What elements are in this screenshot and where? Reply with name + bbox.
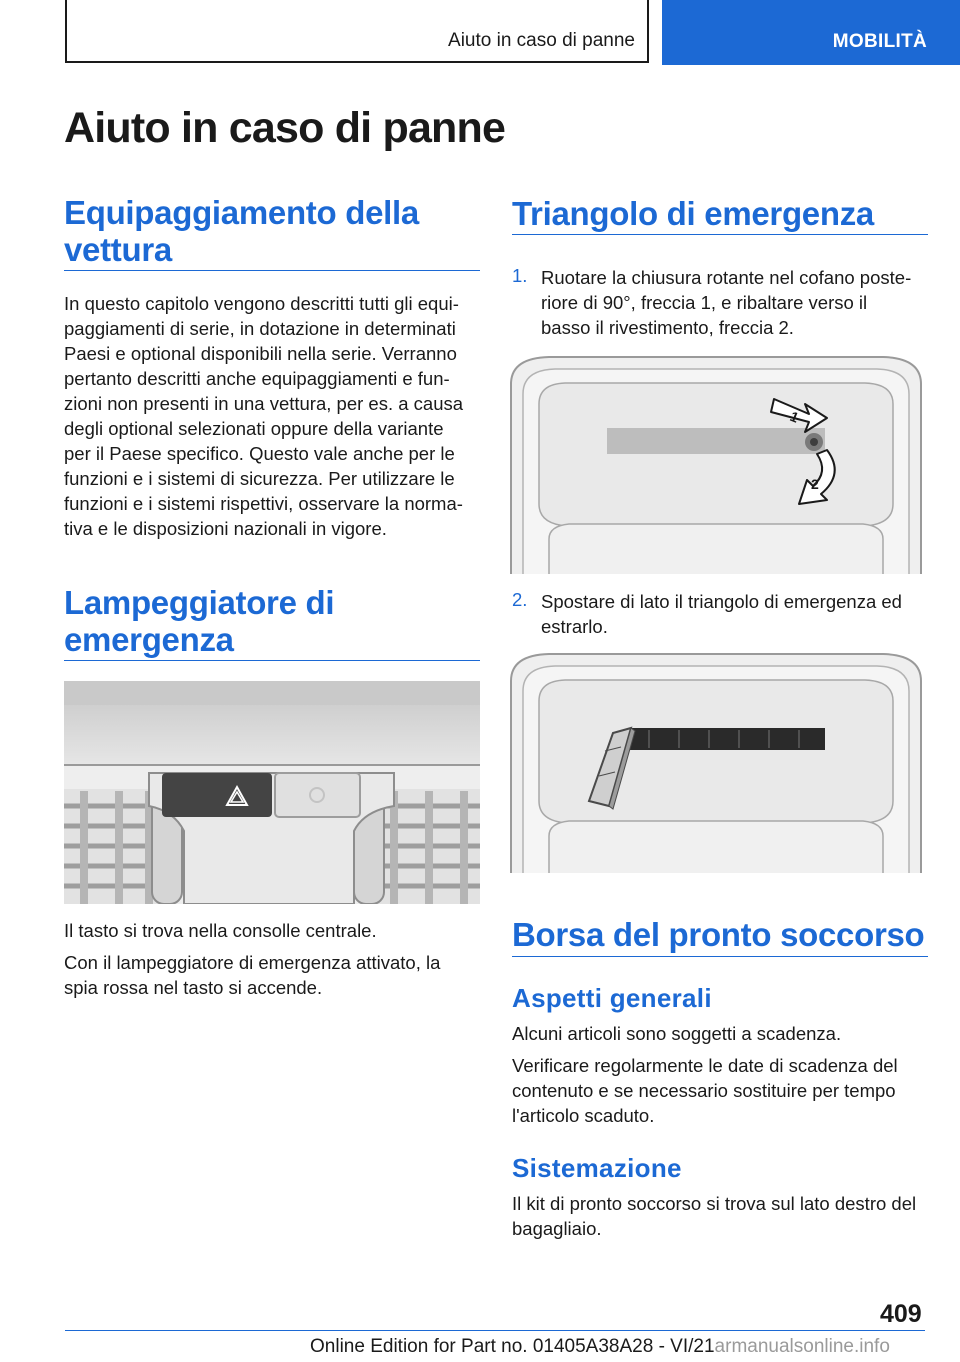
equipment-line: funzioni e i sistemi rispettivi, osservare la norma- (64, 493, 463, 514)
equipment-line: zioni non presenti in una vettura, per es. a causa (64, 393, 464, 414)
step1-text-line3: basso il rivestimento, freccia 2. (541, 317, 794, 338)
equipment-heading-line2: vettura (64, 231, 172, 268)
hazard-indicator-text-line2: spia rossa nel tasto si accende. (64, 977, 323, 998)
general-check-line1: Verificare regolarmente le date di scadenza del (512, 1055, 898, 1076)
general-subheading: Aspetti generali (512, 983, 712, 1013)
footer-edition: Online Edition for Part no. 01405A38A28 - VI/21 (310, 1336, 715, 1357)
hazard-location-text: Il tasto si trova nella consolle centrale. (64, 920, 377, 941)
page-title: Aiuto in caso di panne (64, 104, 506, 152)
general-text: Alcuni articoli sono soggetti a scadenza. (512, 1023, 842, 1044)
footer-edition-line (310, 1336, 890, 1358)
page-number: 409 (880, 1300, 922, 1328)
hazard-heading-line2: emergenza (64, 621, 234, 658)
trunk-lid-figure (509, 354, 923, 574)
step2-text-line1: Spostare di lato il triangolo di emergenza ed (541, 591, 902, 612)
hazard-heading-rule (64, 660, 480, 661)
hazard-heading-line1: Lampeggiatore di (64, 584, 335, 621)
placement-text-line2: bagagliaio. (512, 1218, 602, 1239)
step1-text-line1: Ruotare la chiusura rotante nel cofano poste- (541, 267, 912, 288)
step1-text-line2: riore di 90°, freccia 1, e ribaltare verso il (541, 292, 868, 313)
triangle-removal-figure (509, 651, 923, 873)
step-number: 1. (512, 265, 528, 286)
header-chapter-label: Aiuto in caso di panne (448, 30, 635, 51)
step-number: 2. (512, 589, 528, 610)
footer-rule (65, 1330, 925, 1331)
placement-text-line1: Il kit di pronto soccorso si trova sul lato destro del (512, 1193, 917, 1214)
equipment-line: Paesi e optional disponibili nella serie. Verranno (64, 343, 457, 364)
header-section-label: MOBILITÀ (832, 31, 927, 52)
equipment-line: tiva e le disposizioni nazionali in vigore. (64, 518, 387, 539)
equipment-heading-line1: Equipaggiamento della (64, 194, 419, 231)
placement-subheading: Sistemazione (512, 1153, 682, 1183)
arrow-label-1: 1 (787, 407, 802, 426)
triangle-heading-rule (512, 234, 928, 235)
arrow-label-2: 2 (811, 476, 819, 492)
hazard-indicator-text-line1: Con il lampeggiatore di emergenza attivato, la (64, 952, 441, 973)
equipment-heading-rule (64, 270, 480, 271)
equipment-line: per il Paese specifico. Questo vale anche per le (64, 443, 455, 464)
hazard-switch-figure (64, 681, 480, 904)
equipment-line: degli optional selezionati oppure della variante (64, 418, 444, 439)
equipment-line: In questo capitolo vengono descritti tutti gli equi- (64, 293, 459, 314)
general-check-line2: contenuto e se necessario sostituire per tempo (512, 1080, 896, 1101)
header-chapter-tab (65, 0, 649, 63)
equipment-line: funzioni e i sistemi di sicurezza. Per utilizzare le (64, 468, 455, 489)
firstaid-heading: Borsa del pronto soccorso (512, 916, 925, 953)
step2-text-line2: estrarlo. (541, 616, 608, 637)
header-section-tab (662, 0, 960, 65)
triangle-heading: Triangolo di emergenza (512, 195, 874, 232)
equipment-line: paggiamenti di serie, in dotazione in determinati (64, 318, 456, 339)
firstaid-heading-rule (512, 956, 928, 957)
footer-watermark: armanualsonline.info (714, 1336, 890, 1357)
equipment-line: pertanto descritti anche equipaggiamenti e fun- (64, 368, 450, 389)
general-check-line3: l'articolo scaduto. (512, 1105, 655, 1126)
